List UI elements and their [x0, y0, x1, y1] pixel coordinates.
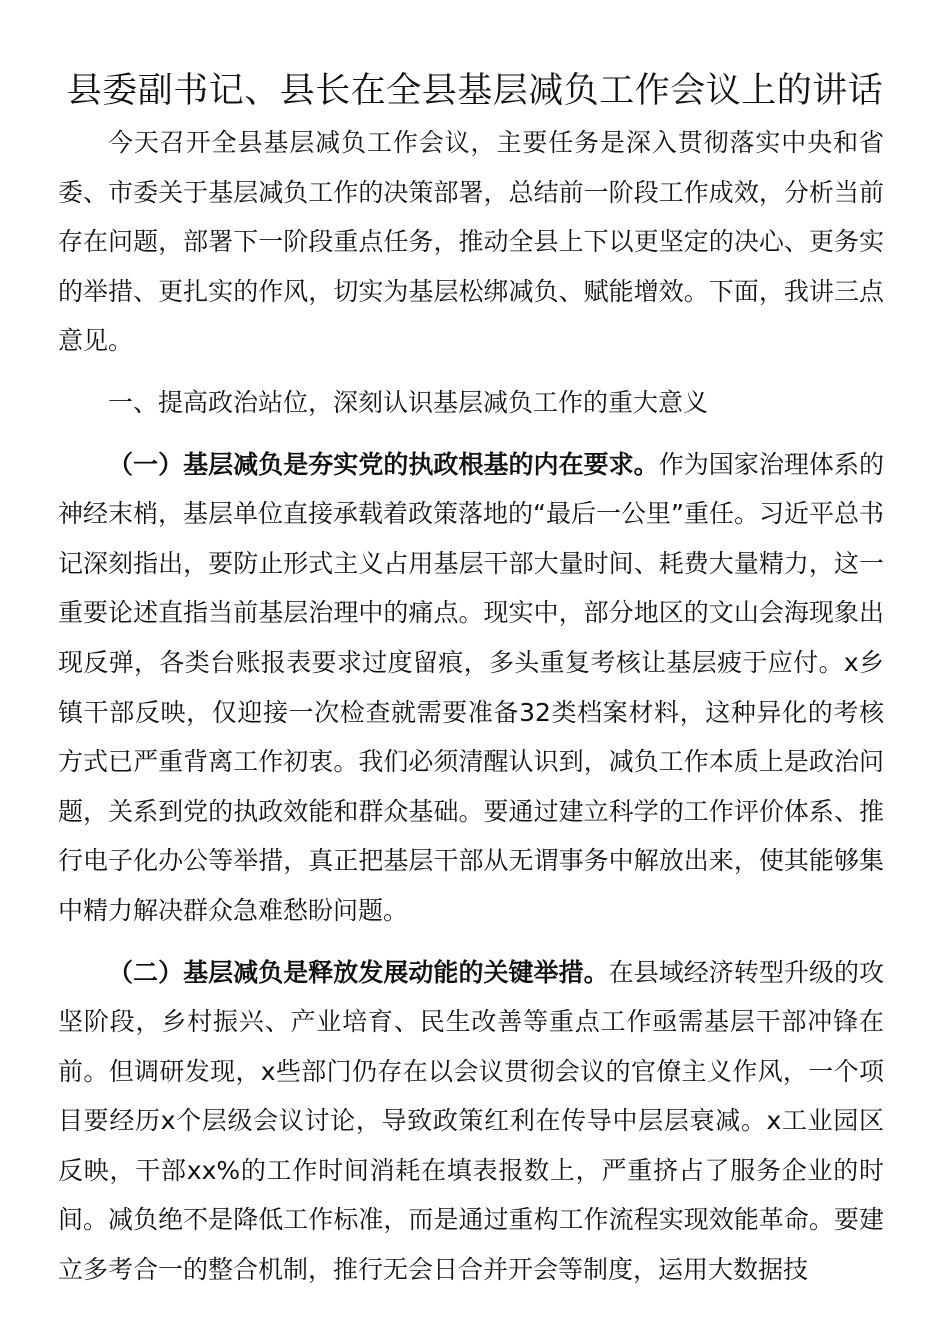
point-text-1: 作为国家治理体系的神经末梢，基层单位直接承载着政策落地的“最后一公里”重任。习近平总书记深刻指出，要防止形式主义占用基层干部大量时间、耗费大量精力，这一重要论述直指当前基层治理中的痛点。现实中，部分地区的文山会海现象出现反弹，各类台账报表要求过度留痕，多头重复考核让基层疲于应付。x乡镇干部反映，仅迎接一次检查就需要准备32类档案材料，这种异化的考核方式已严重背离工作初衷。我们必须清醒认识到，减负工作本质上是政治问题，关系到党的执政效能和群众基础。要通过建立科学的工作评价体系、推行电子化办公等举措，真正把基层干部从无谓事务中解放出来，使其能够集中精力解决群众急难愁盼问题。 [58, 449, 884, 925]
point-paragraph-2 [58, 948, 884, 1295]
paragraph-gap [58, 366, 884, 378]
document-title: 县委副书记、县长在全县基层减负工作会议上的讲话 [66, 71, 884, 111]
point-text-2: 在县域经济转型升级的攻坚阶段，乡村振兴、产业培育、民生改善等重点工作亟需基层干部冲锋在前。但调研发现，x些部门仍存在以会议贯彻会议的官僚主义作风，一个项目要经历x个层级会议讨论，导致政策红利在传导中层层衰减。x工业园区反映，干部xx%的工作时间消耗在填表报数上，严重挤占了服务企业的时间。减负绝不是降低工作标准，而是通过重构工作流程实现效能革命。要建立多考合一的整合机制，推行无会日合并开会等制度，运用大数据技 [58, 957, 884, 1285]
document-body [58, 118, 884, 1295]
point-lead-2: （二）基层减负是释放发展动能的关键举措。 [108, 957, 609, 987]
paragraph-gap [58, 428, 884, 440]
point-paragraph-1 [58, 440, 884, 936]
intro-paragraph: 今天召开全县基层减负工作会议，主要任务是深入贯彻落实中央和省委、市委关于基层减负工作的决策部署，总结前一阶段工作成效，分析当前存在问题，部署下一阶段重点任务，推动全县上下以更坚定的决心、更务实的举措、更扎实的作风，切实为基层松绑减负、赋能增效。下面，我讲三点意见。 [58, 128, 884, 356]
paragraph-gap [58, 936, 884, 948]
point-lead-1: （一）基层减负是夯实党的执政根基的内在要求。 [108, 449, 659, 479]
section-heading: 一、提高政治站位，深刻认识基层减负工作的重大意义 [108, 387, 709, 417]
